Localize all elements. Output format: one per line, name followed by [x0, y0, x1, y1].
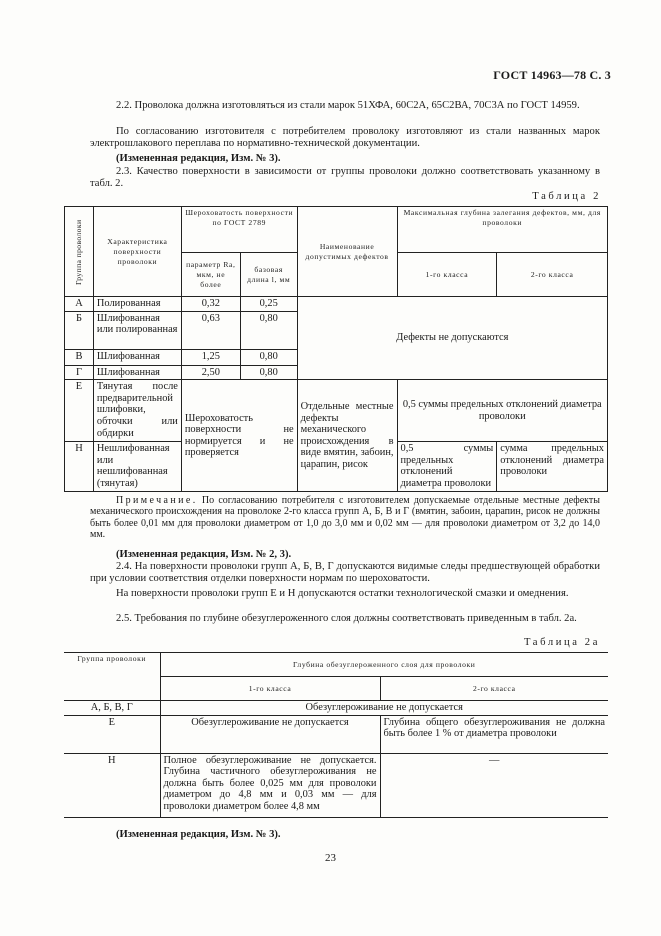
table-row-group: Е [65, 380, 94, 442]
paragraph-2-5: 2.5. Требования по глубине обезуглероженного слоя должны соответствовать приведенным в табл. 2а. [116, 613, 577, 624]
header-roughness: Шероховатость поверхности по ГОСТ 2789 [181, 207, 297, 253]
page-number: 23 [325, 852, 336, 864]
table-row-group: Г [65, 365, 94, 380]
header-group-2a: Группа проволоки [64, 653, 160, 701]
e-class1-cell: Обезуглероживание не допускается [160, 715, 380, 753]
paragraph-2-2: 2.2. Проволока должна изготовляться из стали марок 51ХФА, 60С2А, 65С2ВА, 70С3А по ГОСТ 14959. [116, 100, 580, 111]
table-row-surface: Тянутая после предварительной шлифовки, обточки или обдирки [93, 380, 181, 442]
e-class2-cell: Глубина общего обезуглероживания не должна быть более 1 % от диаметра проволоки [380, 715, 608, 753]
header-surface: Характеристика поверхности проволоки [93, 207, 181, 297]
table-2a-caption: Таблица 2а [523, 637, 600, 648]
header-defects: Наименование допустимых дефектов [297, 207, 397, 297]
table-row-length: 0,25 [240, 297, 297, 312]
table-row-surface: Шлифованная [93, 349, 181, 365]
table-2-note [90, 495, 600, 540]
amendment-note-2: (Измененная редакция, Изм. № 2, 3). [116, 549, 292, 560]
header-depth-2a: Глубина обезуглероженного слоя для проволоки [160, 653, 608, 677]
table-row-surface: Шлифованная или полированная [93, 311, 181, 349]
table-row-length: 0,80 [240, 365, 297, 380]
roughness-not-regulated: Шероховатость поверхности не нормируется и не проверяется [181, 380, 297, 492]
table-row-group: В [65, 349, 94, 365]
note-text: По согласованию потребителя с изготовителем допускаемые отдельные местные дефекты механического происхождения на проволоке 2-го класса групп А, Б, В и Г (вмятин, забоин, царапин, рисок не должны быть более 0,01 мм для проволоки диаметром от 1,0 до 3,0 мм и 0,02 мм — для проволоки диаметром от 3,2 до 14,0 мм. [90, 495, 600, 540]
table-row-ra: 0,63 [181, 311, 240, 349]
header-length: базовая длина l, мм [240, 253, 297, 297]
h-class1-cell: Полное обезуглероживание не допускается. Глубина частичного обезуглероживания не должна быть более 0,025 мм для проволоки диаметром до 4,8 мм и 0,03 мм — для проволоки диаметром более 4,8 мм [160, 753, 380, 817]
table-row-surface: Нешлифованная или нешлифованная (тянутая) [93, 442, 181, 492]
table-row-ra: 1,25 [181, 349, 240, 365]
table-row-group: Б [65, 311, 94, 349]
h-depth-class2: сумма предельных отклонений диаметра проволоки [497, 442, 608, 492]
paragraph-2-4: 2.4. На поверхности проволоки групп А, Б, В, Г допускаются видимые следы предшествующей обработки при условии соответствия отделки поверхности нормам по шероховатости. [90, 561, 600, 584]
amendment-note-1: (Измененная редакция, Изм. № 3). [116, 153, 281, 164]
table-row-surface: Полированная [93, 297, 181, 312]
table-2a [64, 652, 608, 818]
table-2-caption: Таблица 2 [532, 191, 601, 202]
amendment-note-3: (Измененная редакция, Изм. № 3). [116, 829, 281, 840]
no-decarburization-cell: Обезуглероживание не допускается [160, 701, 608, 716]
note-label: Примечание. [116, 495, 198, 506]
header-group: Группа проволоки [65, 207, 94, 297]
paragraph-lubricant: На поверхности проволоки групп Е и Н допускаются остатки технологической смазки и омеднения. [116, 588, 569, 599]
e-depth-cell: 0,5 суммы предельных отклонений диаметра проволоки [397, 380, 608, 442]
header-depth: Максимальная глубина залегания дефектов, мм, для проволоки [397, 207, 608, 253]
header-class1: 1-го класса [397, 253, 497, 297]
header-ra: параметр Ra, мкм, не более [181, 253, 240, 297]
table-row-group: Е [64, 715, 160, 753]
paragraph-agreement: По согласованию изготовителя с потребителем проволоку изготовляют из стали названных марок электрошлакового переплава по нормативно-технической документации. [90, 126, 600, 149]
table-row-ra: 2,50 [181, 365, 240, 380]
defects-allowed-cell: Отдельные местные дефекты механического происхождения в виде вмятин, забоин, царапин, рисок [297, 380, 397, 492]
table-row-surface: Шлифованная [93, 365, 181, 380]
paragraph-2-3: 2.3. Качество поверхности в зависимости от группы проволоки должно соответствовать указанному в табл. 2. [90, 166, 600, 189]
table-row-group: А, Б, В, Г [64, 701, 160, 716]
table-row-length: 0,80 [240, 311, 297, 349]
table-row-length: 0,80 [240, 349, 297, 365]
header-class1-2a: 1-го класса [160, 677, 380, 701]
table-row-group: Н [65, 442, 94, 492]
h-class2-cell: — [380, 753, 608, 817]
table-row-ra: 0,32 [181, 297, 240, 312]
page-header: ГОСТ 14963—78 С. 3 [493, 68, 611, 82]
table-row-group: А [65, 297, 94, 312]
table-2 [64, 206, 608, 492]
table-row-group: Н [64, 753, 160, 817]
h-depth-class1: 0,5 суммы предельных отклонений диаметра проволоки [397, 442, 497, 492]
no-defects-cell: Дефекты не допускаются [297, 297, 607, 380]
header-class2: 2-го класса [497, 253, 608, 297]
header-class2-2a: 2-го класса [380, 677, 608, 701]
